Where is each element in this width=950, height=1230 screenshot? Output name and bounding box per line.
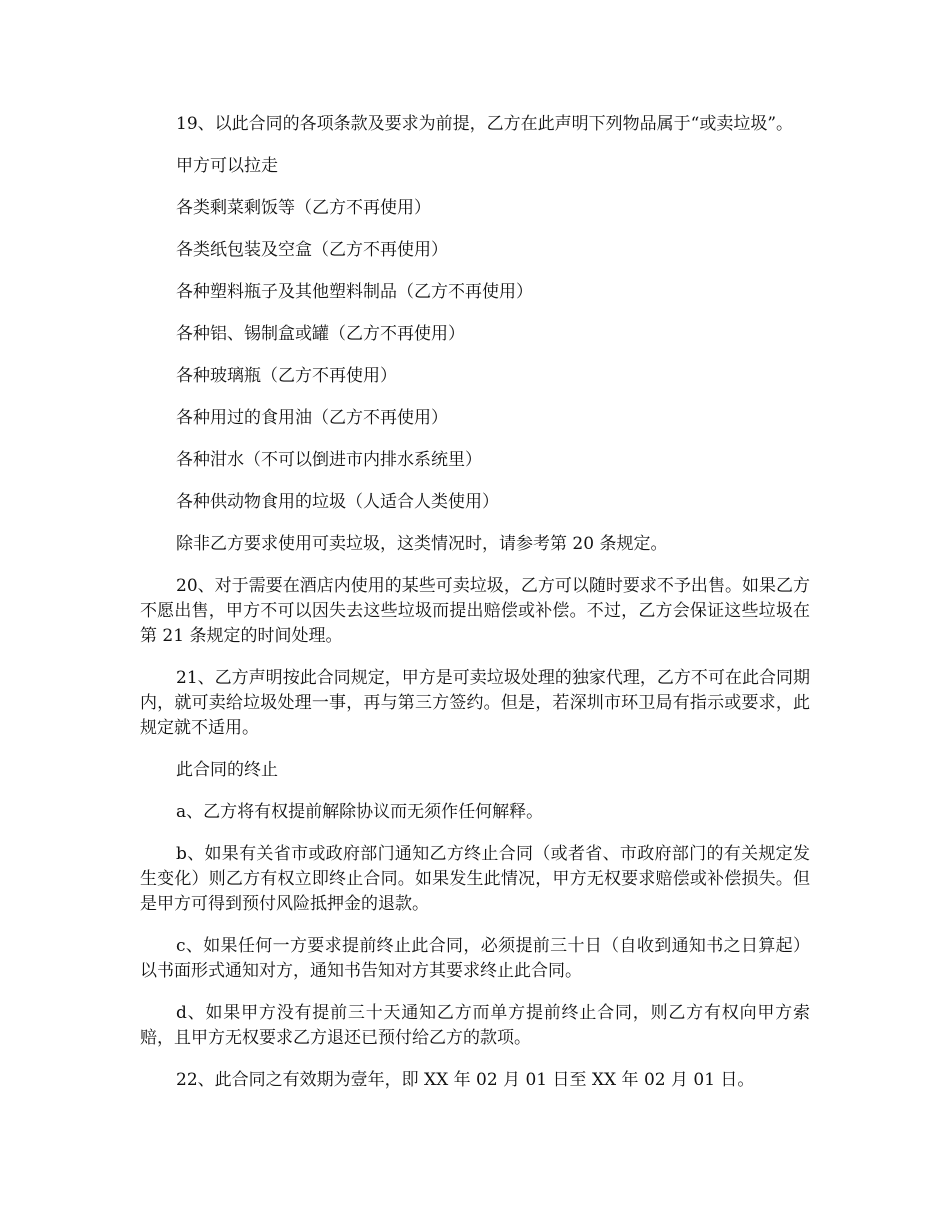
list-item: 各类剩菜剩饭等（乙方不再使用）: [176, 198, 431, 218]
document-body: [140, 112, 810, 1110]
list-item: 各种铝、锡制盒或罐（乙方不再使用）: [176, 324, 465, 344]
list-item: 各种塑料瓶子及其他塑料制品（乙方不再使用）: [176, 282, 533, 302]
paragraph-exception: 除非乙方要求使用可卖垃圾，这类情况时，请参考第 20 条规定。: [176, 534, 668, 554]
clause-20: 20、对于需要在酒店内使用的某些可卖垃圾，乙方可以随时要求不予出售。如果乙方不愿出售，甲方不可以因失去这些垃圾而提出赔偿或补偿。不过，乙方会保证这些垃圾在第 21 条规定的时间处理。: [140, 576, 810, 646]
termination-item-d: d、如果甲方没有提前三十天通知乙方而单方提前终止合同，则乙方有权向甲方索赔，且甲方无权要求乙方退还已预付给乙方的款项。: [140, 1003, 810, 1048]
clause-21: 21、乙方声明按此合同规定，甲方是可卖垃圾处理的独家代理，乙方不可在此合同期内，就可卖给垃圾处理一事，再与第三方签约。但是，若深圳市环卫局有指示或要求，此规定就不适用。: [140, 668, 810, 738]
termination-item-a: a、乙方将有权提前解除协议而无须作任何解释。: [176, 802, 544, 822]
section-heading-termination: 此合同的终止: [176, 760, 278, 780]
termination-item-b: b、如果有关省市或政府部门通知乙方终止合同（或者省、市政府部门的有关规定发生变化）则乙方有权立即终止合同。如果发生此情况，甲方无权要求赔偿或补偿损失。但是甲方可得到预付风险抵押金的退款。: [140, 844, 810, 914]
termination-item-c: c、如果任何一方要求提前终止此合同，必须提前三十日（自收到通知书之日算起）以书面形式通知对方，通知书告知对方其要求终止此合同。: [140, 936, 810, 981]
list-item: 各种用过的食用油（乙方不再使用）: [176, 408, 448, 428]
paragraph-pickup: 甲方可以拉走: [176, 156, 278, 176]
list-item: 各类纸包装及空盒（乙方不再使用）: [176, 240, 448, 260]
clause-22: 22、此合同之有效期为壹年，即 XX 年 02 月 01 日至 XX 年 02 月 01 日。: [176, 1070, 755, 1090]
list-item: 各种泔水（不可以倒进市内排水系统里）: [176, 450, 482, 470]
clause-19: 19、以此合同的各项条款及要求为前提，乙方在此声明下列物品属于“或卖垃圾”。: [176, 114, 794, 134]
list-item: 各种玻璃瓶（乙方不再使用）: [176, 366, 397, 386]
list-item: 各种供动物食用的垃圾（人适合人类使用）: [176, 492, 499, 512]
